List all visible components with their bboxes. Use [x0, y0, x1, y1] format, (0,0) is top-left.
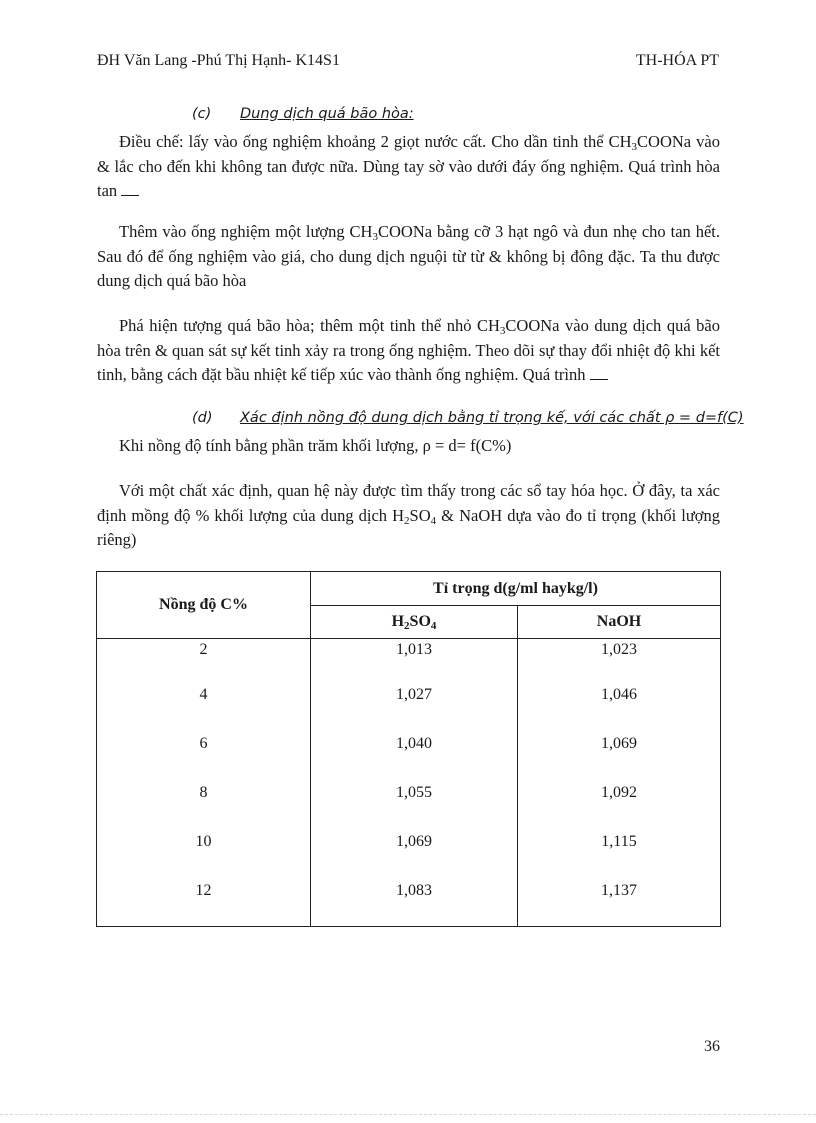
cell-h2so4: 1,069 — [311, 828, 518, 877]
paragraph-d2 — [97, 479, 720, 553]
page-number: 36 — [704, 1038, 720, 1055]
header-left: ĐH Văn Lang -Phú Thị Hạnh- K14S1 — [97, 52, 340, 69]
cell-concentration: 6 — [97, 730, 311, 779]
subscript: 4 — [430, 514, 437, 527]
section-c-number: (c) — [192, 106, 212, 122]
subscript: 3 — [631, 141, 638, 153]
header-density: Tỉ trọng d(g/ml haykg/l) — [311, 572, 721, 606]
text: Phá hiện tượng quá bão hòa; thêm một tinh thể nhỏ CH — [119, 316, 500, 335]
section-d-number: (d) — [192, 410, 213, 426]
section-c-title: Dung dịch quá bão hòa: — [240, 106, 414, 122]
subscript: 2 — [404, 514, 410, 527]
section-c-heading — [192, 106, 414, 122]
header-h2so4 — [311, 606, 518, 639]
paragraph-c2 — [97, 220, 720, 294]
text: SO — [409, 613, 431, 630]
page-edge-divider — [0, 1114, 816, 1115]
subscript: 4 — [430, 620, 437, 632]
text: H — [391, 613, 405, 630]
text: COONa vào & lắc cho đến khi không tan được nữa. Dùng tay sờ vào dưới đáy ống nghiệm. Quá trình hòa tan — [97, 132, 720, 200]
cell-h2so4: 1,055 — [311, 779, 518, 828]
blank-line — [590, 367, 608, 380]
table-row — [97, 639, 721, 682]
cell-concentration: 8 — [97, 779, 311, 828]
cell-h2so4: 1,040 — [311, 730, 518, 779]
table-row — [97, 681, 721, 730]
text: COONa vào dung dịch quá bão hòa trên & quan sát sự kết tinh xảy ra trong ống nghiệm. Theo dõi sự thay đổi nhiệt độ khi kết tinh, bằng cách đặt bầu nhiệt kế tiếp xúc vào thành ống nghiệm. Quá trình — [97, 316, 720, 384]
text: SO — [409, 505, 431, 525]
cell-naoh: 1,137 — [518, 877, 721, 927]
cell-concentration: 10 — [97, 828, 311, 877]
header-right: TH-HÓA PT — [635, 52, 719, 69]
cell-naoh: 1,092 — [518, 779, 721, 828]
cell-h2so4: 1,013 — [311, 639, 518, 682]
paragraph-c1 — [97, 130, 720, 204]
cell-h2so4: 1,027 — [311, 681, 518, 730]
subscript: 2 — [404, 620, 410, 632]
cell-concentration: 12 — [97, 877, 311, 927]
blank-line — [121, 183, 139, 196]
text: Thêm vào ống nghiệm một lượng CH — [119, 222, 373, 241]
table-row — [97, 877, 721, 927]
section-d-title: Xác định nồng độ dung dịch bằng tỉ trọng kế, với các chất ρ = d=f(C) — [240, 410, 744, 426]
paragraph-c3 — [97, 314, 720, 388]
table-row — [97, 730, 721, 779]
section-d-heading — [192, 410, 744, 426]
text: Với một chất xác định, quan hệ này được tìm thấy trong các sổ tay hóa học. Ở đây, ta xác định mồng độ % khối lượng của dung dịch H — [97, 481, 720, 525]
text: COONa bằng cỡ 3 hạt ngô và đun nhẹ cho tan hết. Sau đó để ống nghiệm vào giá, cho dung dịch nguội từ từ & không bị đông đặc. Ta thu được dung dịch quá bão hòa — [97, 222, 720, 290]
subscript: 3 — [499, 325, 506, 337]
cell-naoh: 1,115 — [518, 828, 721, 877]
subscript: 3 — [372, 231, 378, 243]
cell-h2so4: 1,083 — [311, 877, 518, 927]
cell-concentration: 2 — [97, 639, 311, 682]
text: Điều chế: lấy vào ống nghiệm khoảng 2 giọt nước cất. Cho dần tinh thể CH — [119, 132, 632, 151]
cell-naoh: 1,046 — [518, 681, 721, 730]
text: & NaOH dựa vào đo tỉ trọng (khối lượng riêng) — [97, 505, 720, 549]
table-row — [97, 828, 721, 877]
cell-concentration: 4 — [97, 681, 311, 730]
cell-naoh: 1,023 — [518, 639, 721, 682]
header-concentration: Nồng độ C% — [97, 572, 311, 639]
density-table — [96, 571, 721, 927]
paragraph-d1: Khi nồng độ tính bằng phần trăm khối lượng, ρ = d= f(C%) — [119, 436, 512, 455]
cell-naoh: 1,069 — [518, 730, 721, 779]
table-row — [97, 779, 721, 828]
header-naoh: NaOH — [518, 606, 721, 639]
